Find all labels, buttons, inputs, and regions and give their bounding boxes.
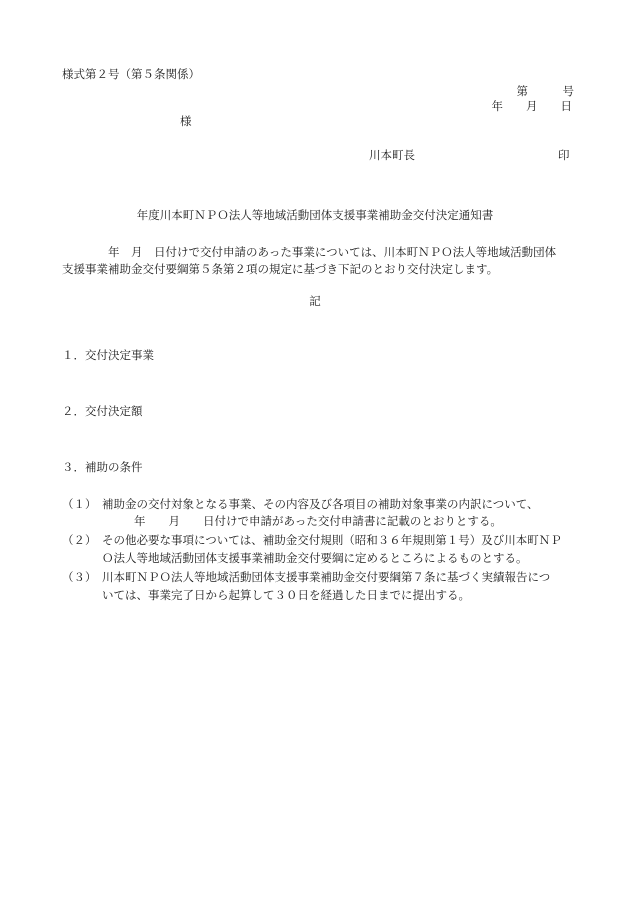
condition-1-line-1: 補助金の交付対象となる事業、その内容及び各項目の補助対象事業の内訳について、: [102, 497, 539, 511]
ki-heading: 記: [309, 294, 321, 308]
form-label: 様式第２号（第５条関係）: [62, 67, 200, 81]
addressee-suffix: 様: [180, 114, 192, 128]
condition-2-line-2: Ｏ法人等地域活動団体支援事業補助金交付要綱に定めるところによるものとする。: [102, 551, 528, 565]
condition-1-number: （１）: [62, 497, 97, 511]
condition-1-line-2: 年 月 日付けで申請があった交付申請書に記載のとおりとする。: [134, 514, 502, 528]
document-title: 年度川本町ＮＰＯ法人等地域活動団体支援事業補助金交付決定通知書: [136, 208, 494, 222]
condition-3-line-2: いては、事業完了日から起算して３０日を経過した日までに提出する。: [102, 588, 470, 602]
condition-3-number: （３）: [62, 570, 97, 584]
section-decided-project: １．交付決定事業: [62, 348, 154, 362]
document-number-line: 第 号: [516, 84, 574, 98]
condition-2-line-1: その他必要な事項については、補助金交付規則（昭和３６年規則第１号）及び川本町ＮＰ: [102, 533, 562, 547]
body-line-2: 支援事業補助金交付要綱第５条第２項の規定に基づき下記のとおり交付決定します。: [62, 262, 499, 276]
date-line: 年 月 日: [491, 99, 572, 113]
seal-mark: 印: [558, 148, 570, 162]
body-line-1: 年 月 日付けで交付申請のあった事業については、川本町ＮＰＯ法人等地域活動団体: [108, 245, 557, 259]
condition-2-number: （２）: [62, 533, 97, 547]
section-decided-amount: ２．交付決定額: [62, 404, 143, 418]
condition-3-line-1: 川本町ＮＰＯ法人等地域活動団体支援事業補助金交付要綱第７条に基づく実績報告につ: [102, 570, 551, 584]
section-conditions: ３．補助の条件: [62, 460, 143, 474]
sender-name: 川本町長: [369, 148, 415, 162]
